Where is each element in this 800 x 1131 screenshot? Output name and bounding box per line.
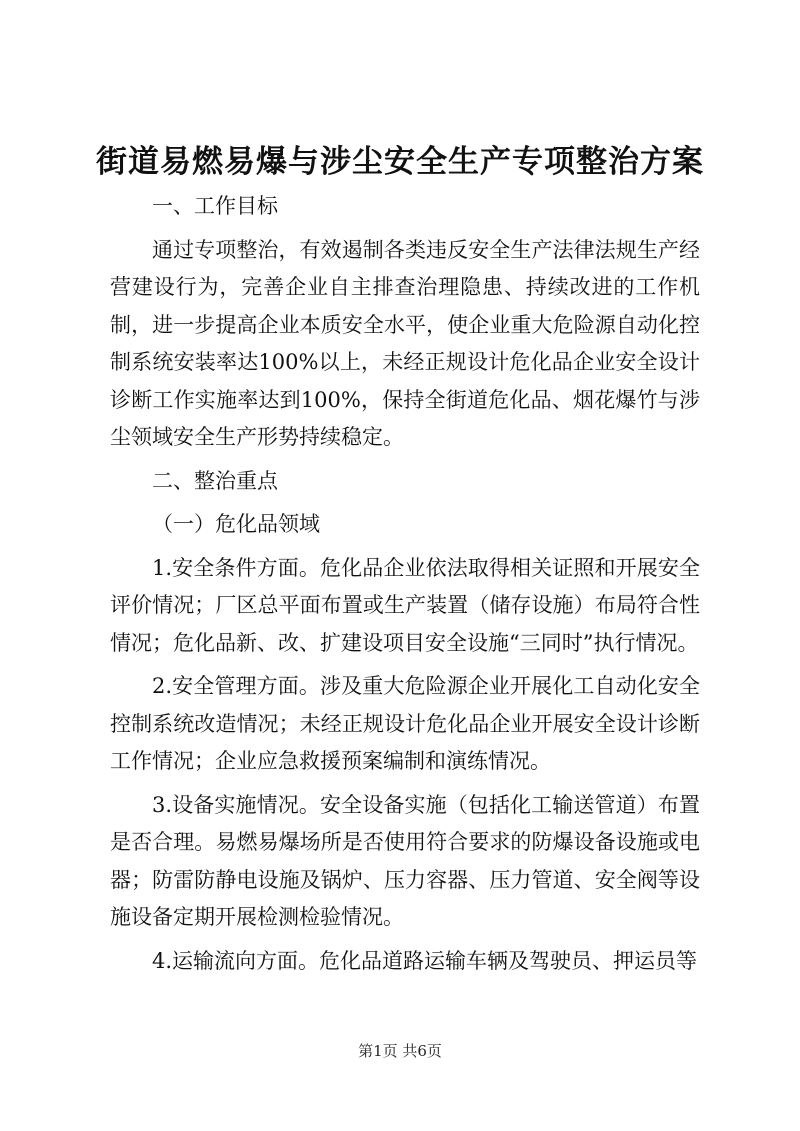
- page-number: 第1页 共6页: [358, 1042, 442, 1060]
- section-heading-focus: 二、整治重点: [152, 468, 278, 493]
- section-heading-goals: 一、工作目标: [152, 194, 278, 218]
- list-item-safety-management: 2.安全管理方面。涉及重大危险源企业开展化工自动化安全控制系统改造情况；未经正规设计危化品企业开展安全设计诊断工作情况；企业应急救援预案编制和演练情况。: [110, 674, 700, 773]
- document-body: [110, 188, 700, 980]
- list-item-equipment: 3.设备实施情况。安全设备实施（包括化工输送管道）布置是否合理。易燃易爆场所是否使用符合要求的防爆设备设施或电器；防雷防静电设施及锅炉、压力容器、压力管道、安全阀等设施设备定期开展检测检验情况。: [110, 792, 700, 929]
- list-item-transport: 4.运输流向方面。危化品道路运输车辆及驾驶员、押运员等: [152, 948, 698, 973]
- document-title: 街道易燃易爆与涉尘安全生产专项整治方案: [96, 144, 704, 180]
- subsection-heading-hazchem: （一）危化品领域: [152, 512, 320, 536]
- paragraph-goals: 通过专项整治，有效遏制各类违反安全生产法律法规生产经营建设行为，完善企业自主排查治理隐患、持续改进的工作机制，进一步提高企业本质安全水平，使企业重大危险源自动化控制系统安装率达100%以上，未经正规设计危化品企业安全设计诊断工作实施率达到100%，保持全街道危化品、烟花爆竹与涉尘领域安全生产形势持续稳定。: [110, 237, 700, 449]
- list-item-safety-conditions: 1.安全条件方面。危化品企业依法取得相关证照和开展安全评价情况；厂区总平面布置或生产装置（储存设施）布局符合性情况；危化品新、改、扩建设项目安全设施“三同时”执行情况。: [110, 555, 700, 655]
